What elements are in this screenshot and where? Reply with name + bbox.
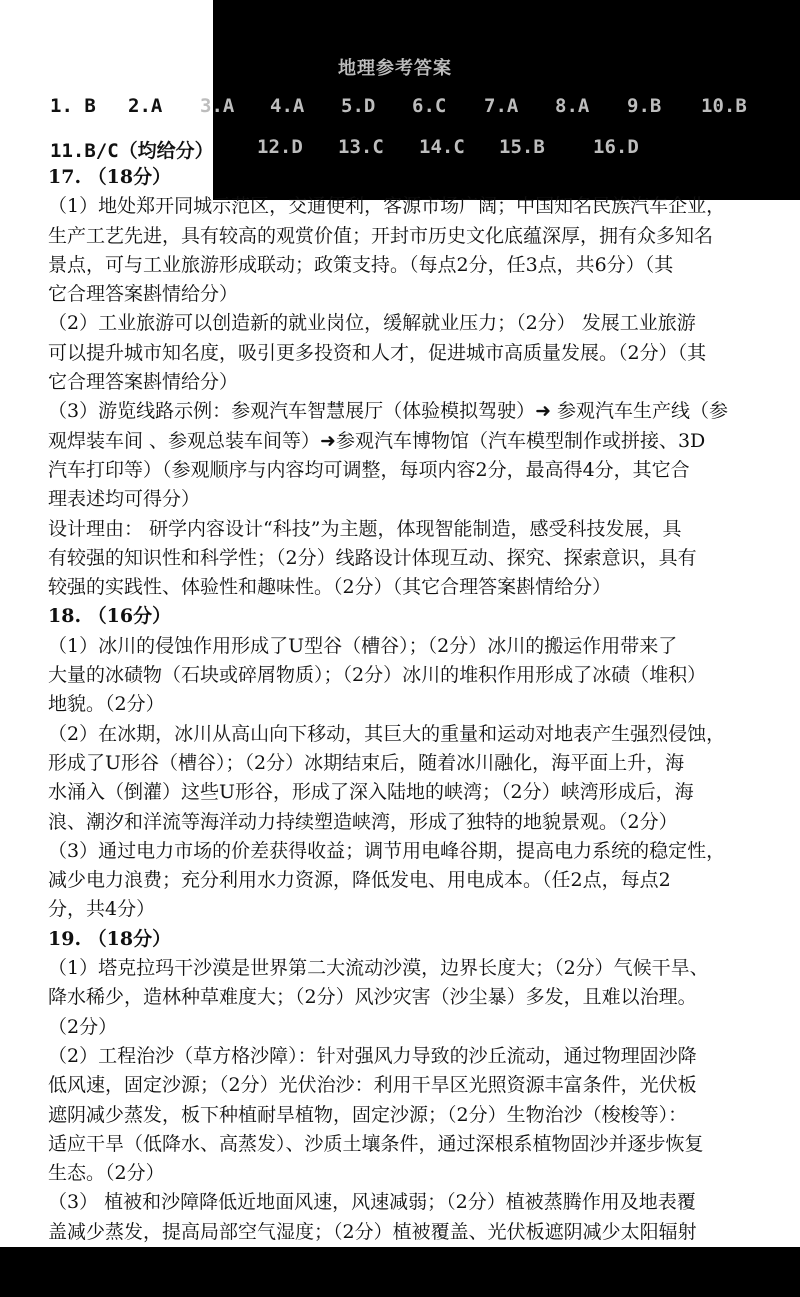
answer-15: 15.B <box>499 136 545 158</box>
answer-line: （2）工业旅游可以创造新的就业岗位，缓解就业压力；（2分） 发展工业旅游 <box>48 312 696 335</box>
answer-line: （2分） <box>48 1015 118 1038</box>
answer-line: 低风速，固定沙源；（2分）光伏治沙：利用干旱区光照资源丰富条件，光伏板 <box>48 1074 697 1097</box>
answer-line: 19. （18分） <box>48 927 172 950</box>
answer-line: （3）通过电力市场的价差获得收益；调节用电峰谷期，提高电力系统的稳定性， <box>48 839 726 862</box>
answer-7: 7.A <box>484 95 519 117</box>
answer-line: （1）冰川的侵蚀作用形成了U型谷（槽谷）；（2分）冰川的搬运作用带来了 <box>48 634 678 657</box>
answer-line: 盖减少蒸发，提高局部空气湿度；（2分）植被覆盖、光伏板遮阴减少太阳辐射 <box>48 1220 697 1243</box>
answer-line: 较强的实践性、体验性和趣味性。（2分）（其它合理答案斟情给分） <box>48 576 612 599</box>
answer-line: 17. （18分） <box>48 166 172 188</box>
answer-2: 2.A <box>128 95 163 117</box>
answer-16: 16.D <box>593 136 639 158</box>
answer-line: （3） 植被和沙障降低近地面风速，风速减弱；（2分）植被蒸腾作用及地表覆 <box>48 1191 696 1214</box>
answer-body <box>48 163 788 1276</box>
answer-line: 减少电力浪费；充分利用水力资源，降低发电、用电成本。（任2点，每点2 <box>48 869 671 892</box>
answer-line: 它合理答案斟情给分） <box>48 283 239 306</box>
answer-11: 11.B/C（均给分） <box>50 140 214 162</box>
answer-13: 13.C <box>338 136 384 158</box>
answer-8: 8.A <box>555 95 590 117</box>
answer-line: （1）塔克拉玛干沙漠是世界第二大流动沙漠，边界长度大；（2分）气候干旱、 <box>48 957 709 980</box>
answer-line: 设计理由： 研学内容设计“科技”为主题，体现智能制造，感受科技发展，具 <box>48 517 682 540</box>
answer-line: （3）游览线路示例：参观汽车智慧展厅（体验模拟驾驶）➜ 参观汽车生产线（参 <box>48 400 729 423</box>
bottom-black-bar <box>0 1247 800 1297</box>
answer-row-1 <box>50 95 790 125</box>
answer-line: 有较强的知识性和科学性；（2分）线路设计体现互动、探究、探索意识，具有 <box>48 546 697 569</box>
answer-3: 3.A <box>200 95 235 117</box>
page-title: 地理参考答案 <box>338 58 452 79</box>
answer-line: 景点，可与工业旅游形成联动；政策支持。（每点2分，任3点，共6分）（其 <box>48 253 674 276</box>
answer-line: 适应干旱（低降水、高蒸发）、沙质土壤条件，通过深根系植物固沙并逐步恢复 <box>48 1132 704 1155</box>
answer-line: 观焊装车间 、参观总装车间等）➜参观汽车博物馆（汽车模型制作或拼接、3D <box>48 429 706 452</box>
answer-line: 水涌入（倒灌）这些U形谷，形成了深入陆地的峡湾；（2分）峡湾形成后，海 <box>48 781 694 804</box>
answer-line: 地貌。（2分） <box>48 693 165 716</box>
answer-line: 汽车打印等）（参观顺序与内容均可调整，每项内容2分，最高得4分，其它合 <box>48 458 690 481</box>
answer-14: 14.C <box>419 136 465 158</box>
answer-line: 生产工艺先进，具有较高的观赏价值；开封市历史文化底蕴深厚，拥有众多知名 <box>48 224 714 247</box>
answer-line: 可以提升城市知名度，吸引更多投资和人才，促进城市高质量发展。（2分）（其 <box>48 341 707 364</box>
answer-line: 浪、潮汐和洋流等海洋动力持续塑造峡湾，形成了独特的地貌景观。（2分） <box>48 810 678 833</box>
answer-line: 大量的冰碛物（石块或碎屑物质）；（2分）冰川的堆积作用形成了冰碛（堆积） <box>48 664 707 687</box>
answer-10: 10.B <box>701 95 747 117</box>
answer-row-2 <box>50 136 790 166</box>
answer-line: 形成了U形谷（槽谷）；（2分）冰期结束后，随着冰川融化，海平面上升，海 <box>48 751 685 774</box>
answer-line: （1）地处郑开同城示范区，交通便利，客源市场广阔；中国知名民族汽车企业， <box>48 195 726 218</box>
answer-line: 降水稀少，造林种草难度大；（2分）风沙灾害（沙尘暴）多发，且难以治理。 <box>48 986 697 1009</box>
answer-line: 遮阴减少蒸发，板下种植耐旱植物，固定沙源；（2分）生物治沙（梭梭等）： <box>48 1103 688 1126</box>
answer-line: 18. （16分） <box>48 605 172 628</box>
answer-line: 理表述均可得分） <box>48 488 201 511</box>
answer-line: （2）在冰期，冰川从高山向下移动，其巨大的重量和运动对地表产生强烈侵蚀， <box>48 722 726 745</box>
answer-line: （2）工程治沙（草方格沙障）：针对强风力导致的沙丘流动，通过物理固沙降 <box>48 1044 697 1067</box>
answer-6: 6.C <box>412 95 447 117</box>
answer-line: 分，共4分） <box>48 898 156 921</box>
answer-5: 5.D <box>341 95 376 117</box>
answer-12: 12.D <box>257 136 303 158</box>
answer-line: 生态。（2分） <box>48 1162 165 1185</box>
answer-9: 9.B <box>627 95 662 117</box>
answer-line: 它合理答案斟情给分） <box>48 371 239 394</box>
answer-4: 4.A <box>270 95 305 117</box>
answer-1: 1. B <box>50 95 96 117</box>
